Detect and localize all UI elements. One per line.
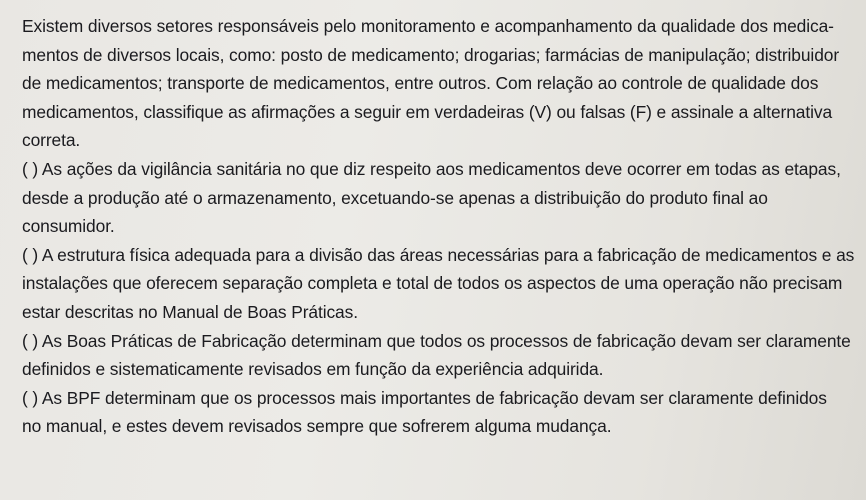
statement-3 (22, 327, 858, 384)
statement-line: ( ) As ações da vigilância sanitária no que diz respeito aos medicamentos deve ocorrer em todas as etapas, (22, 158, 841, 179)
intro-line: mentos de diversos locais, como: posto de medicamento; drogarias; farmácias de manipulação; distribuidor (22, 44, 840, 65)
statement-line: consumidor. (22, 216, 115, 237)
question-intro (22, 12, 858, 155)
intro-line: de medicamentos; transporte de medicamentos, entre outros. Com relação ao controle de qualidade dos (22, 73, 819, 94)
statement-line: desde a produção até o armazenamento, excetuando-se apenas a distribuição do produto final ao (22, 187, 768, 208)
statement-line: estar descritas no Manual de Boas Práticas. (22, 301, 358, 322)
statement-2 (22, 241, 858, 327)
statement-line: ( ) As Boas Práticas de Fabricação determinam que todos os processos de fabricação devam ser claramente (22, 330, 851, 351)
statement-line: no manual, e estes devem revisados sempre que sofrerem alguma mudança. (22, 416, 612, 437)
statement-line: instalações que oferecem separação completa e total de todos os aspectos de uma operação não precisam (22, 273, 843, 294)
intro-line: correta. (22, 130, 81, 151)
intro-line: Existem diversos setores responsáveis pelo monitoramento e acompanhamento da qualidade dos medica- (22, 16, 834, 36)
question-page (22, 12, 858, 441)
intro-line: medicamentos, classifique as afirmações a seguir em verdadeiras (V) ou falsas (F) e assinale a alternativa (22, 101, 833, 122)
statement-1 (22, 155, 858, 241)
statement-line: ( ) As BPF determinam que os processos mais importantes de fabricação devam ser claramente definidos (22, 387, 827, 408)
statement-4 (22, 384, 858, 441)
statement-line: definidos e sistematicamente revisados em função da experiência adquirida. (22, 359, 604, 380)
statement-line: ( ) A estrutura física adequada para a divisão das áreas necessárias para a fabricação de medicamentos e as (22, 244, 855, 265)
